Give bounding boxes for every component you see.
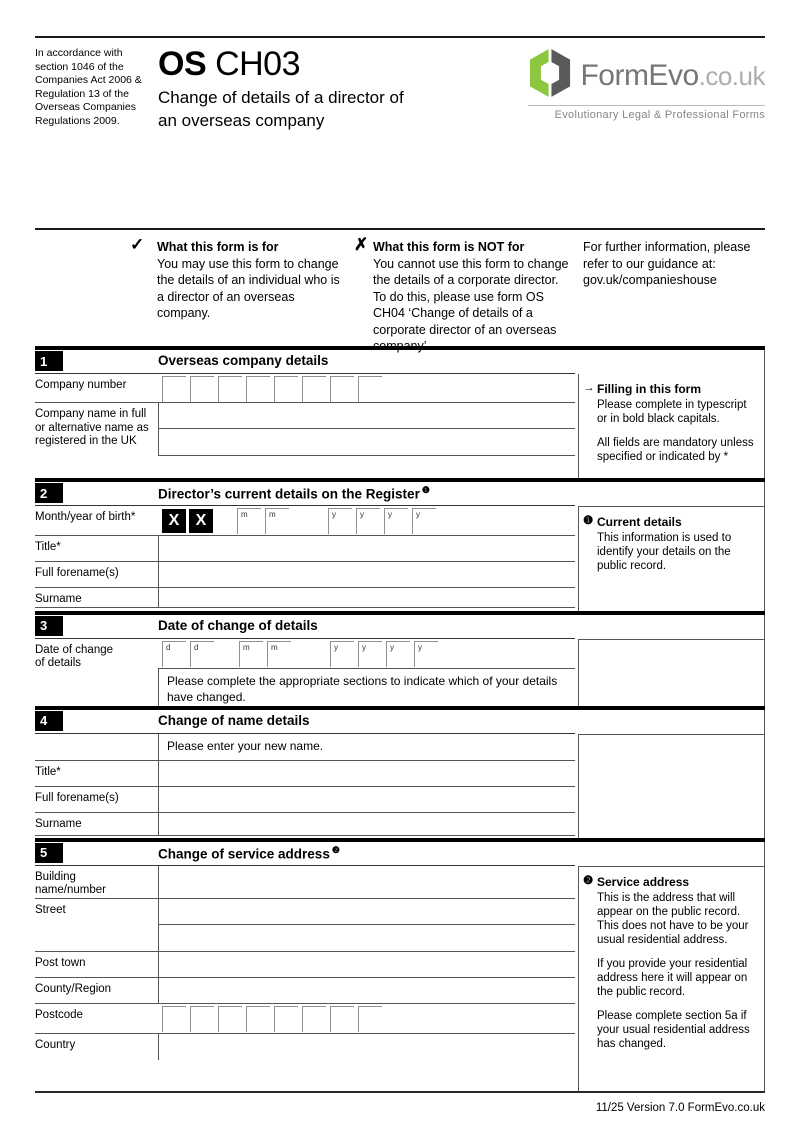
company-number-box[interactable] xyxy=(162,376,186,402)
intro-block xyxy=(35,228,765,353)
new-title-label: Title* xyxy=(35,765,61,778)
dob-crossed-day-box: X xyxy=(162,509,186,533)
county-label: County/Region xyxy=(35,982,112,995)
section-1-sidebar xyxy=(578,350,765,478)
section-4-title: Change of name details xyxy=(158,712,310,728)
company-number-box[interactable] xyxy=(218,376,242,402)
empty-label xyxy=(35,734,158,760)
what-form-is-for xyxy=(130,235,342,346)
dob-year-box[interactable]: y xyxy=(356,508,380,534)
country-label: Country xyxy=(35,1038,76,1051)
form-code xyxy=(158,45,488,83)
section-3-header xyxy=(35,615,575,639)
note-2-marker-icon: ❷ xyxy=(331,844,340,855)
note-1-marker-icon: ❶ xyxy=(583,515,594,527)
formevo-domain-text: .co.uk xyxy=(698,60,765,91)
building-row xyxy=(35,866,575,899)
date-year-box[interactable]: y xyxy=(358,641,382,667)
current-forename-input[interactable] xyxy=(158,562,575,587)
current-title-input[interactable] xyxy=(158,536,575,561)
legal-note: In accordance with section 1046 of the Companies Act 2006 & Regulation 13 of the Overseas Companies Regulations 2009. xyxy=(35,47,142,127)
posttown-row xyxy=(35,952,575,978)
for-title: What this form is for xyxy=(157,240,279,254)
form-code-suffix: CH03 xyxy=(206,45,300,83)
company-number-box[interactable] xyxy=(190,376,214,402)
section-2-sidebar xyxy=(578,482,765,611)
dob-year-box[interactable]: y xyxy=(412,508,436,534)
section-2-title: Director’s current details on the Register $^❶$ xyxy=(158,485,430,502)
dob-month-box[interactable]: m xyxy=(265,508,289,534)
street-row xyxy=(35,899,575,952)
postcode-row xyxy=(35,1004,575,1034)
section-3-title: Date of change of details xyxy=(158,617,318,633)
service-address-note-para2: If you provide your residential address here it will appear on the public record. xyxy=(597,957,748,998)
form-title-line1: Change of details of a director of xyxy=(158,88,404,107)
company-number-box[interactable] xyxy=(274,376,298,402)
new-forename-row xyxy=(35,787,575,813)
section-4-header xyxy=(35,710,575,734)
form-header xyxy=(35,38,765,228)
postcode-box[interactable] xyxy=(218,1006,242,1032)
service-address-note-title: Service address xyxy=(597,874,690,889)
street-input-line1[interactable] xyxy=(158,899,575,925)
form-title-line2: an overseas company xyxy=(158,111,325,130)
section-1-number: 1 xyxy=(35,351,63,371)
notfor-title: What this form is NOT for xyxy=(373,240,525,254)
current-surname-input[interactable] xyxy=(158,588,575,607)
service-address-note-para1: This is the address that will appear on the public record. This does not have to be your usual residential address. xyxy=(597,891,749,946)
street-label: Street xyxy=(35,903,66,916)
section-1-title: Overseas company details xyxy=(158,353,329,368)
sidebar-empty-box xyxy=(578,734,764,838)
section-5-change-of-service-address xyxy=(35,842,765,1091)
date-of-change-label: Date of change of details xyxy=(35,643,114,669)
building-input[interactable] xyxy=(158,866,575,898)
new-name-note-row xyxy=(35,734,575,761)
form-code-prefix: OS xyxy=(158,45,207,83)
for-body: You may use this form to change the details of an individual who is a director of an overseas company. xyxy=(157,256,340,320)
company-number-label: Company number xyxy=(35,379,127,391)
company-number-field xyxy=(158,374,575,402)
formevo-logo xyxy=(528,45,765,228)
formevo-brand-text: FormEvo.co.uk xyxy=(580,58,765,92)
section-5-sidebar xyxy=(578,842,765,1091)
new-forename-input[interactable] xyxy=(158,787,575,812)
section-2-number: 2 xyxy=(35,483,63,503)
new-surname-row xyxy=(35,813,575,836)
postcode-box[interactable] xyxy=(302,1006,326,1032)
dob-year-box[interactable]: y xyxy=(384,508,408,534)
date-of-change-row xyxy=(35,639,575,706)
country-input[interactable] xyxy=(158,1034,575,1060)
section-3-number: 3 xyxy=(35,616,63,636)
current-title-label: Title* xyxy=(35,541,61,553)
sidebar-empty-box xyxy=(578,639,764,706)
current-details-note-title: Current details xyxy=(597,515,682,529)
filling-note-para1: Please complete in typescript or in bold black capitals. xyxy=(597,399,747,425)
date-year-box[interactable]: y xyxy=(414,641,438,667)
current-details-note xyxy=(578,506,764,611)
county-input[interactable] xyxy=(158,978,575,1003)
guidance-note: For further information, please refer to our guidance at: gov.uk/companieshouse xyxy=(583,240,751,287)
company-name-label: Company name in full or alternative name as registered in the UK xyxy=(35,408,149,447)
section-3-sidebar xyxy=(578,615,765,706)
dob-label: Month/year of birth* xyxy=(35,511,136,523)
filling-in-this-form-note xyxy=(578,374,764,478)
version-footer: 11/25 Version 7.0 FormEvo.co.uk xyxy=(595,1101,765,1114)
postcode-field xyxy=(158,1004,575,1033)
section-2-director-current-details xyxy=(35,482,765,611)
current-forename-row xyxy=(35,562,575,588)
county-row xyxy=(35,978,575,1004)
street-input-line2[interactable] xyxy=(158,925,575,951)
new-title-row xyxy=(35,761,575,787)
date-day-box[interactable]: d xyxy=(162,641,186,667)
company-name-row xyxy=(35,403,575,456)
note-2-marker-icon: ❷ xyxy=(583,874,594,887)
postcode-box[interactable] xyxy=(162,1006,186,1032)
section-4-number: 4 xyxy=(35,711,63,731)
dob-field xyxy=(158,506,575,535)
date-year-box[interactable]: y xyxy=(386,641,410,667)
company-name-input-line2[interactable] xyxy=(158,429,575,456)
posttown-label: Post town xyxy=(35,956,86,969)
postcode-box[interactable] xyxy=(190,1006,214,1032)
section-3-note: Please complete the appropriate sections to indicate which of your details have changed. xyxy=(158,669,575,706)
date-year-box[interactable]: y xyxy=(330,641,354,667)
section-4-change-of-name xyxy=(35,710,765,838)
service-address-note-para3: Please complete section 5a if your usual residential address has changed. xyxy=(597,1009,750,1050)
month-year-of-birth-row xyxy=(35,506,575,536)
new-surname-input[interactable] xyxy=(158,813,575,835)
dob-year-box[interactable]: y xyxy=(328,508,352,534)
company-number-box[interactable] xyxy=(246,376,270,402)
formevo-logo-icon xyxy=(528,49,572,102)
formevo-tagline: Evolutionary Legal & Professional Forms xyxy=(528,105,765,121)
new-surname-label: Surname xyxy=(35,817,82,830)
section-2-header xyxy=(35,482,575,506)
service-address-note xyxy=(578,866,764,1091)
section-4-sidebar xyxy=(578,710,765,838)
current-surname-label: Surname xyxy=(35,593,82,605)
date-month-box[interactable]: m xyxy=(267,641,291,667)
arrow-right-icon: → xyxy=(583,382,595,394)
check-icon: ✓ xyxy=(130,235,145,254)
filling-note-para2: All fields are mandatory unless specified or indicated by * xyxy=(597,437,754,463)
postcode-box[interactable] xyxy=(246,1006,270,1032)
postcode-label: Postcode xyxy=(35,1008,83,1021)
current-surname-row xyxy=(35,588,575,608)
note-1-marker-icon: ❶ xyxy=(421,485,430,495)
section-5-number: 5 xyxy=(35,843,63,863)
current-title-row xyxy=(35,536,575,562)
company-number-box[interactable] xyxy=(358,376,382,402)
company-number-box[interactable] xyxy=(302,376,326,402)
postcode-box[interactable] xyxy=(274,1006,298,1032)
current-details-note-body: This information is used to identify your details on the public record. xyxy=(597,532,732,572)
current-forename-label: Full forename(s) xyxy=(35,567,119,579)
date-month-box[interactable]: m xyxy=(239,641,263,667)
date-of-change-field xyxy=(158,639,575,669)
postcode-box[interactable] xyxy=(330,1006,354,1032)
building-label: Building name/number xyxy=(35,870,106,896)
filling-note-title: Filling in this form xyxy=(597,382,701,396)
section-1-overseas-company-details xyxy=(35,350,765,478)
title-block xyxy=(158,45,488,228)
form-title xyxy=(158,86,488,132)
what-form-is-not-for xyxy=(354,235,570,353)
section-5-title: Change of service address $^❷$ xyxy=(158,844,340,861)
company-name-input-line1[interactable] xyxy=(158,403,575,429)
notfor-body: You cannot use this form to change the details of a corporate director. To do this, please use form OS CH04 ‘Change of details of a corporate director of an overseas company’. xyxy=(373,256,569,353)
section-5-header xyxy=(35,842,575,866)
company-number-box[interactable] xyxy=(330,376,354,402)
dob-crossed-day-box: X xyxy=(189,509,213,533)
country-row xyxy=(35,1034,575,1060)
section-4-note: Please enter your new name. xyxy=(158,734,575,760)
dob-month-box[interactable]: m xyxy=(237,508,261,534)
section-3-date-of-change xyxy=(35,615,765,706)
posttown-input[interactable] xyxy=(158,952,575,977)
date-day-box[interactable]: d xyxy=(190,641,214,667)
postcode-box[interactable] xyxy=(358,1006,382,1032)
new-forename-label: Full forename(s) xyxy=(35,791,119,804)
cross-icon: ✗ xyxy=(354,235,369,254)
company-number-row xyxy=(35,374,575,403)
new-title-input[interactable] xyxy=(158,761,575,786)
